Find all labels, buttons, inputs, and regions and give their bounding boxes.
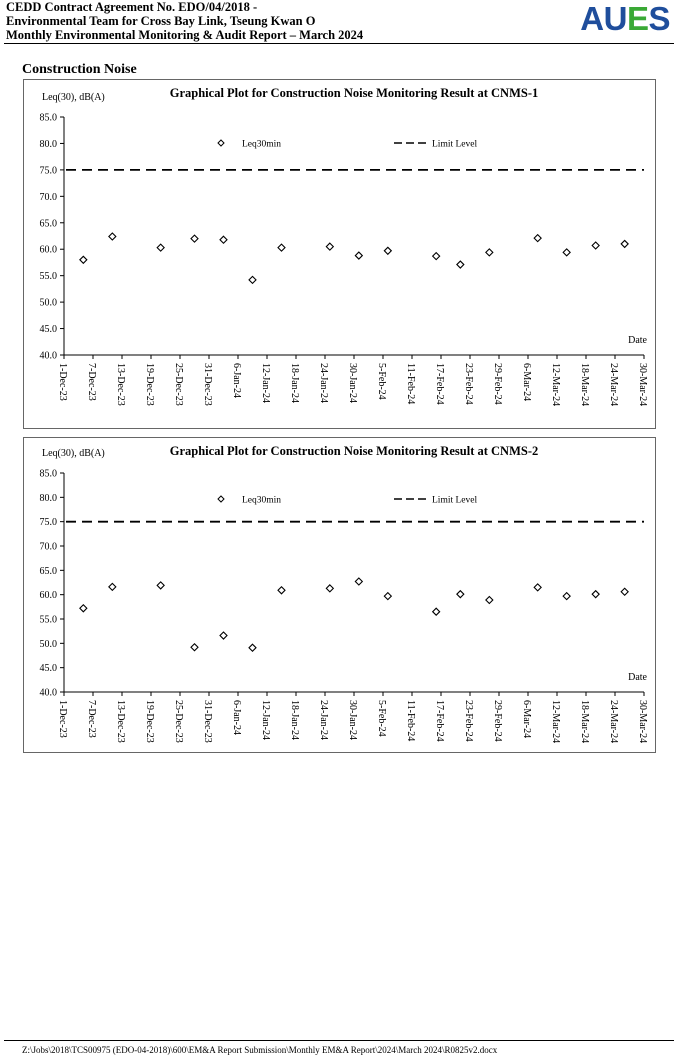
legend-leq-label: Leq30min: [242, 495, 282, 506]
aues-logo: AUES: [580, 0, 670, 37]
data-point-diamond: [249, 644, 256, 651]
report-header: [6, 0, 363, 42]
data-point-diamond: [249, 276, 256, 283]
data-point-diamond: [191, 644, 198, 651]
y-tick-label: 50.0: [39, 638, 57, 650]
data-point-diamond: [457, 591, 464, 598]
y-tick-label: 80.0: [39, 138, 57, 150]
data-point-diamond: [457, 261, 464, 268]
y-tick-label: 85.0: [39, 468, 57, 480]
x-tick-label: 6-Jan-24: [231, 363, 242, 398]
data-point-diamond: [563, 249, 570, 256]
x-tick-label: 5-Feb-24: [376, 700, 387, 737]
x-tick-label: 18-Jan-24: [289, 363, 300, 403]
x-tick-label: 19-Dec-23: [144, 363, 155, 406]
data-point-diamond: [433, 253, 440, 260]
x-tick-label: 30-Jan-24: [347, 700, 358, 740]
data-point-diamond: [278, 587, 285, 594]
x-tick-label: 25-Dec-23: [173, 700, 184, 743]
x-tick-label: 13-Dec-23: [115, 363, 126, 406]
x-tick-label: 25-Dec-23: [173, 363, 184, 406]
x-tick-label: 6-Mar-24: [521, 363, 532, 402]
data-point-diamond: [220, 236, 227, 243]
y-axis-label: Leq(30), dB(A): [42, 448, 105, 459]
chart-title: Graphical Plot for Construction Noise Monitoring Result at CNMS-1: [169, 86, 539, 100]
data-point-diamond: [592, 591, 599, 598]
data-point-diamond: [220, 632, 227, 639]
data-point-diamond: [486, 597, 493, 604]
x-tick-label: 7-Dec-23: [86, 363, 97, 401]
y-tick-label: 75.0: [39, 165, 57, 177]
x-tick-label: 23-Feb-24: [463, 700, 474, 742]
data-point-diamond: [80, 605, 87, 612]
y-tick-label: 70.0: [39, 191, 57, 203]
data-point-diamond: [109, 583, 116, 590]
x-tick-label: 6-Jan-24: [231, 700, 242, 735]
data-point-diamond: [384, 247, 391, 254]
data-point-diamond: [563, 593, 570, 600]
data-point-diamond: [109, 233, 116, 240]
y-tick-label: 45.0: [39, 663, 57, 675]
x-tick-label: 1-Dec-23: [57, 700, 68, 738]
x-tick-label: 12-Mar-24: [550, 363, 561, 407]
x-tick-label: 12-Jan-24: [260, 363, 271, 403]
y-tick-label: 55.0: [39, 271, 57, 283]
footer-divider: [4, 1040, 674, 1041]
y-tick-label: 60.0: [39, 590, 57, 602]
chart-cnms-1-svg: [24, 80, 655, 428]
data-point-diamond: [486, 249, 493, 256]
header-divider: [4, 43, 674, 44]
x-tick-label: 12-Mar-24: [550, 700, 561, 744]
data-point-diamond: [157, 582, 164, 589]
data-point-diamond: [534, 584, 541, 591]
data-point-diamond: [621, 240, 628, 247]
header-report-line: Monthly Environmental Monitoring & Audit Report – March 2024: [6, 28, 364, 42]
x-tick-label: 31-Dec-23: [202, 363, 213, 406]
y-tick-label: 55.0: [39, 614, 57, 626]
x-tick-label: 11-Feb-24: [405, 363, 416, 405]
data-point-diamond: [80, 256, 87, 263]
legend-marker-diamond: [218, 496, 224, 502]
y-axis-label: Leq(30), dB(A): [42, 92, 105, 103]
x-tick-label: 23-Feb-24: [463, 363, 474, 405]
x-tick-label: 13-Dec-23: [115, 700, 126, 743]
x-tick-label: 24-Jan-24: [318, 363, 329, 403]
section-title: Construction Noise: [22, 62, 137, 77]
chart-cnms-2: [23, 437, 656, 753]
y-tick-label: 85.0: [39, 112, 57, 124]
data-point-diamond: [592, 242, 599, 249]
x-axis-label: Date: [628, 335, 647, 346]
x-tick-label: 12-Jan-24: [260, 700, 271, 740]
data-point-diamond: [326, 243, 333, 250]
data-point-diamond: [384, 593, 391, 600]
chart-cnms-1: [23, 79, 656, 429]
data-point-diamond: [433, 608, 440, 615]
y-tick-label: 40.0: [39, 350, 57, 362]
chart-title: Graphical Plot for Construction Noise Monitoring Result at CNMS-2: [169, 444, 539, 458]
x-tick-label: 18-Jan-24: [289, 700, 300, 740]
y-tick-label: 40.0: [39, 687, 57, 699]
x-tick-label: 29-Feb-24: [492, 700, 503, 742]
data-point-diamond: [534, 235, 541, 242]
x-tick-label: 18-Mar-24: [579, 363, 590, 407]
x-tick-label: 30-Jan-24: [347, 363, 358, 403]
x-tick-label: 24-Mar-24: [608, 363, 619, 407]
y-tick-label: 50.0: [39, 297, 57, 309]
chart-cnms-2-svg: [24, 438, 655, 752]
y-tick-label: 75.0: [39, 517, 57, 529]
x-tick-label: 24-Mar-24: [608, 700, 619, 744]
legend-limit-label: Limit Level: [432, 495, 478, 506]
data-point-diamond: [621, 588, 628, 595]
x-tick-label: 31-Dec-23: [202, 700, 213, 743]
x-tick-label: 18-Mar-24: [579, 700, 590, 744]
data-point-diamond: [278, 244, 285, 251]
y-tick-label: 60.0: [39, 244, 57, 256]
x-tick-label: 7-Dec-23: [86, 700, 97, 738]
x-tick-label: 30-Mar-24: [637, 700, 648, 744]
legend-leq-label: Leq30min: [242, 139, 282, 150]
y-tick-label: 80.0: [39, 492, 57, 504]
x-tick-label: 11-Feb-24: [405, 700, 416, 742]
legend-limit-label: Limit Level: [432, 139, 478, 150]
data-point-diamond: [355, 578, 362, 585]
y-tick-label: 65.0: [39, 218, 57, 230]
data-point-diamond: [326, 585, 333, 592]
data-point-diamond: [355, 252, 362, 259]
y-tick-label: 45.0: [39, 324, 57, 336]
footer-path: Z:\Jobs\2018\TCS00975 (EDO-04-2018)\600\EM&A Report Submission\Monthly EM&A Report\2024\March 2024\R0825v2.docx: [22, 1045, 498, 1055]
header-contract-line: CEDD Contract Agreement No. EDO/04/2018 -: [6, 0, 258, 14]
x-axis-label: Date: [628, 672, 647, 683]
x-tick-label: 17-Feb-24: [434, 363, 445, 405]
x-tick-label: 1-Dec-23: [57, 363, 68, 401]
x-tick-label: 29-Feb-24: [492, 363, 503, 405]
header-team-line: Environmental Team for Cross Bay Link, Tseung Kwan O: [6, 14, 316, 28]
x-tick-label: 5-Feb-24: [376, 363, 387, 400]
y-tick-label: 70.0: [39, 541, 57, 553]
x-tick-label: 17-Feb-24: [434, 700, 445, 742]
x-tick-label: 24-Jan-24: [318, 700, 329, 740]
x-tick-label: 19-Dec-23: [144, 700, 155, 743]
y-tick-label: 65.0: [39, 565, 57, 577]
data-point-diamond: [191, 235, 198, 242]
legend-marker-diamond: [218, 140, 224, 146]
data-point-diamond: [157, 244, 164, 251]
x-tick-label: 6-Mar-24: [521, 700, 532, 739]
x-tick-label: 30-Mar-24: [637, 363, 648, 407]
